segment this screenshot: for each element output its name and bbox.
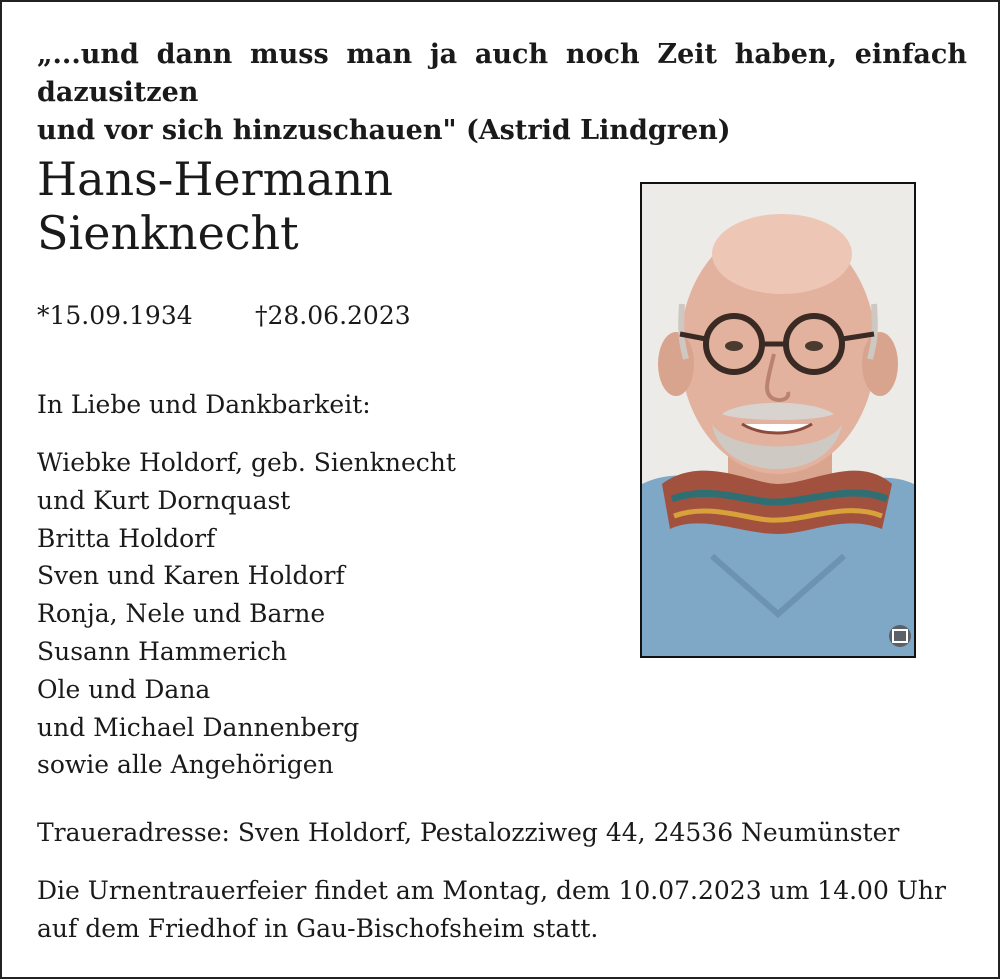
mourner-line: Ole und Dana — [37, 674, 211, 704]
ceremony-info — [37, 872, 946, 948]
life-dates — [37, 299, 411, 333]
expand-icon[interactable] — [889, 625, 911, 647]
mourner-line: Sven und Karen Holdorf — [37, 561, 345, 591]
ceremony-line-2: auf dem Friedhof in Gau-Bischofsheim statt. — [37, 914, 599, 943]
mourner-line: und Michael Dannenberg — [37, 712, 360, 742]
mourner-line: Susann Hammerich — [37, 636, 288, 666]
portrait-photo — [640, 182, 916, 658]
death-date: †28.06.2023 — [255, 301, 411, 330]
ceremony-line-1: Die Urnentrauerfeier findet am Montag, dem 10.07.2023 um 14.00 Uhr — [37, 876, 946, 905]
mourner-line: Wiebke Holdorf, geb. Sienknecht — [37, 448, 456, 477]
quote-line-2: und vor sich hinzuschauen" (Astrid Lindgren) — [37, 115, 731, 146]
quote-line-1: „...und dann muss man ja auch noch Zeit haben, einfach dazusitzen — [37, 39, 967, 108]
deceased-name — [37, 152, 393, 260]
mourners-list — [37, 444, 456, 784]
deceased-first-name: Hans-Hermann — [37, 152, 393, 206]
mourner-line: und Kurt Dornquast — [37, 485, 291, 515]
deceased-last-name: Sienknecht — [37, 206, 299, 260]
portrait-illustration — [642, 184, 914, 656]
intro-text: In Liebe und Dankbarkeit: — [37, 390, 371, 419]
birth-date: *15.09.1934 — [37, 301, 193, 330]
mourner-line: Ronja, Nele und Barne — [37, 599, 326, 629]
mourner-line: Britta Holdorf — [37, 523, 216, 553]
mourning-address: Traueradresse: Sven Holdorf, Pestalozziweg 44, 24536 Neumünster — [37, 818, 900, 847]
quote — [37, 36, 967, 150]
mourner-line: sowie alle Angehörigen — [37, 750, 334, 780]
